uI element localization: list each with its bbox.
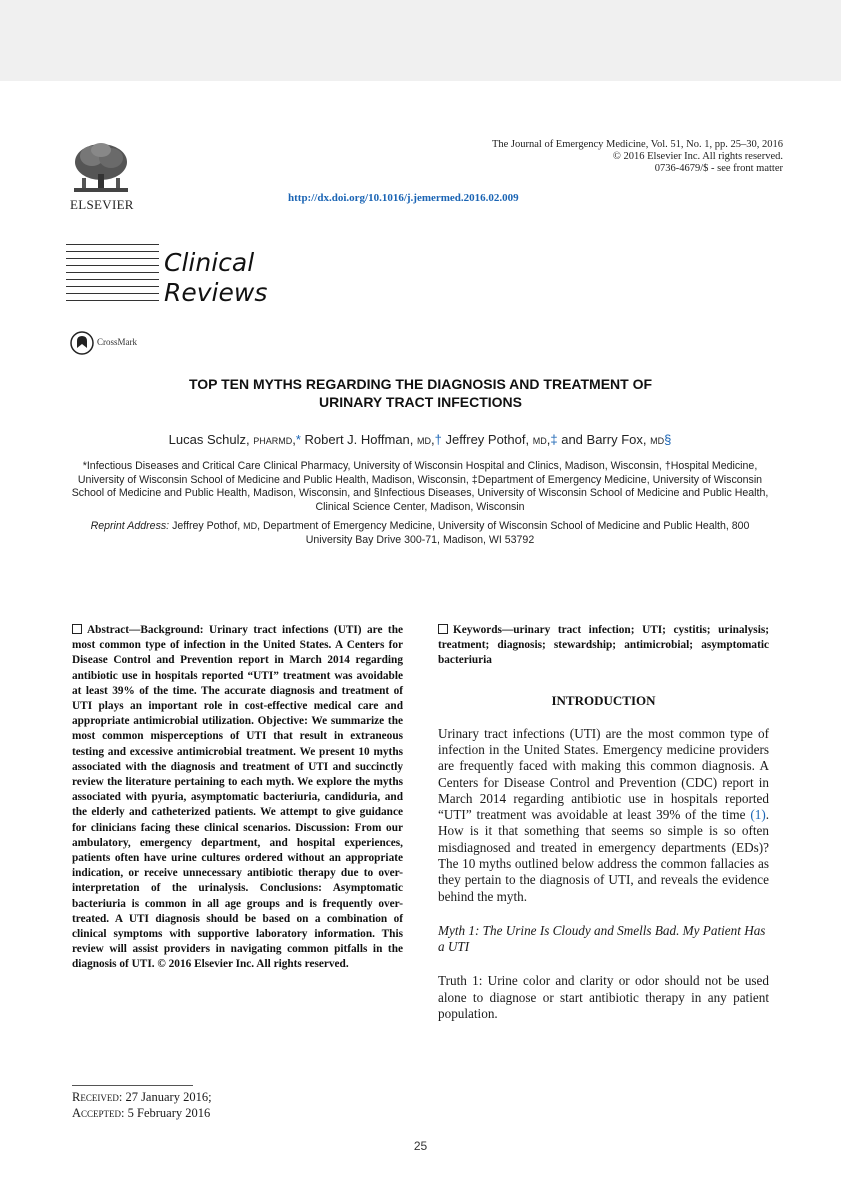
section-rules bbox=[66, 244, 159, 306]
affiliation-marker[interactable]: § bbox=[664, 432, 672, 447]
introduction-heading: INTRODUCTION bbox=[551, 692, 656, 708]
doi-link[interactable]: http://dx.doi.org/10.1016/j.jemermed.2016.02.009 bbox=[288, 192, 519, 204]
affiliations: *Infectious Diseases and Critical Care Clinical Pharmacy, University of Wisconsin Hospital and Clinics, Madison, Wisconsin, †Hospital Medicine, University of Wisconsin School of Medicine and Public Health, Madison, Wisconsin, ‡Department of Emergency Medicine, University of Wisconsin School of Medicine and Public Health, Madison, Wisconsin, and §Infectious Diseases, University of Wisconsin School of Medicine and Public Health, Clinical Science Center, Madison, Wisconsin bbox=[71, 460, 769, 513]
crossmark-badge[interactable] bbox=[70, 331, 137, 357]
keywords-text: Keywords—urinary tract infection; UTI; cystitis; urinalysis; treatment; diagnosis; stewardship; antimicrobial; asymptomatic bacteriuria bbox=[438, 624, 769, 667]
crossmark-label: CrossMark bbox=[97, 337, 137, 347]
elsevier-logo bbox=[70, 140, 132, 212]
affiliation-marker[interactable]: † bbox=[434, 432, 442, 447]
abstract-copyright: © 2016 Elsevier Inc. All rights reserved. bbox=[157, 958, 349, 971]
author-name: Jeffrey Pothof, bbox=[445, 432, 530, 447]
elsevier-tree-icon bbox=[70, 140, 132, 196]
author-name: Lucas Schulz, bbox=[168, 432, 250, 447]
reference-link[interactable]: (1) bbox=[750, 807, 766, 823]
right-column bbox=[438, 623, 769, 1022]
accepted-line bbox=[72, 1106, 212, 1122]
checkbox-icon bbox=[72, 624, 82, 634]
truth-paragraph: Truth 1: Urine color and clarity or odor should not be used alone to diagnose or start antibiotic therapy in any patient population. bbox=[438, 973, 769, 1022]
footnote-divider bbox=[72, 1085, 193, 1086]
intro-text: Urinary tract infections (UTI) are the most common type of infection in the United States. Emergency medicine providers are frequently faced with making this common diagnosis. A Centers for Disease Control and Prevention (CDC) report in March 2014 regarding antibiotic use in hospitals reported “UTI” treatment was avoidable at least 39% of the time bbox=[438, 725, 769, 823]
author-name: Robert J. Hoffman, bbox=[304, 432, 414, 447]
intro-text: . How is it that something that seems so simple is so often misdiagnosed and treated in emergency departments (EDs)? The 10 myths outlined below address the common fallacies as they pertain to the diagnosis of UTI, and reveals the evidence behind the myth. bbox=[438, 807, 770, 904]
received-line bbox=[72, 1090, 212, 1106]
keywords bbox=[438, 623, 769, 669]
article-dates bbox=[72, 1090, 212, 1121]
page-number: 25 bbox=[413, 1139, 428, 1153]
affiliation-marker[interactable]: * bbox=[295, 432, 301, 447]
reprint-text: , Department of Emergency Medicine, University of Wisconsin School of Medicine and Public Health, 800 University Bay Drive 300-71, Madison, WI 53792 bbox=[257, 520, 750, 546]
accepted-date: : 5 February 2016 bbox=[121, 1105, 211, 1120]
left-column bbox=[72, 623, 403, 973]
section-title bbox=[164, 248, 267, 308]
journal-line: The Journal of Emergency Medicine, Vol. 51, No. 1, pp. 25–30, 2016 bbox=[491, 139, 783, 150]
author-degree: MD bbox=[650, 436, 665, 446]
checkbox-icon bbox=[438, 624, 448, 634]
received-label: Received bbox=[72, 1090, 119, 1104]
reprint-address bbox=[70, 520, 770, 547]
title-line: TOP TEN MYTHS REGARDING THE DIAGNOSIS AND TREATMENT OF bbox=[188, 376, 653, 392]
section-banner bbox=[66, 244, 296, 306]
article-title bbox=[100, 375, 741, 411]
crossmark-icon bbox=[70, 331, 94, 355]
reprint-degree: MD bbox=[243, 521, 258, 531]
received-date: : 27 January 2016; bbox=[118, 1090, 212, 1104]
accepted-label: Accepted bbox=[72, 1105, 122, 1120]
author-degree: MD bbox=[532, 436, 547, 446]
author-degree: PHARMD bbox=[253, 436, 293, 446]
myth-heading: Myth 1: The Urine Is Cloudy and Smells Bad. My Patient Has a UTI bbox=[438, 922, 766, 955]
reprint-label: Reprint Address: bbox=[90, 520, 170, 532]
section-title-line: Reviews bbox=[164, 278, 268, 307]
affiliation-marker[interactable]: ‡ bbox=[550, 432, 558, 447]
author-degree: MD bbox=[417, 436, 432, 446]
abstract-text: Abstract—Background: Urinary tract infections (UTI) are the most common type of infection in the United States. A Centers for Disease Control and Prevention report in March 2014 regarding antibiotic use in hospitals reported “UTI” treatment was avoidable at least 39% of the time. The accurate diagnosis and treatment of UTI plays an important role in cost-effective medical care and appropriate antimicrobial utilization. Objective: We summarize the most common misperceptions of UTI that result in extraneous testing and excessive antimicrobial treatment. We present 10 myths associated with the diagnosis and treatment of UTI and succinctly review the literature pertaining to each myth. We explore the myths associated with pyuria, asymptomatic bacteriuria, candiduria, and the elderly and catheterized patients. We attempt to give guidance for clinicians facing these clinical scenarios. Discussion: From our ambulatory, emergency department, and hospital experiences, patients often have urine cultures ordered without an appropriate indication, or receive unnecessary antibiotic therapy due to over-interpretation of the urinalysis. Conclusions: Asymptomatic bacteriuria is common in all age groups and is frequently over-treated. A UTI diagnosis should be based on a combination of clinical symptoms with supportive laboratory information. This review will assist providers in navigating common pitfalls in the diagnosis of UTI. bbox=[72, 624, 403, 971]
publisher-name: ELSEVIER bbox=[70, 197, 134, 212]
journal-citation bbox=[492, 139, 783, 175]
author-list: Lucas Schulz, PHARMD,* Robert J. Hoffman, MD,† Jeffrey Pothof, MD,‡ and Barry Fox, MD§ bbox=[168, 432, 672, 447]
journal-issn: 0736-4679/$ - see front matter bbox=[654, 163, 783, 174]
section-title-line: Clinical bbox=[164, 248, 255, 277]
top-gray-band bbox=[0, 0, 841, 81]
abstract bbox=[72, 623, 403, 973]
introduction-paragraph bbox=[438, 726, 769, 905]
author-name: and Barry Fox, bbox=[561, 432, 647, 447]
reprint-name: Jeffrey Pothof, bbox=[172, 520, 241, 532]
title-line: URINARY TRACT INFECTIONS bbox=[319, 394, 522, 410]
journal-copyright: © 2016 Elsevier Inc. All rights reserved. bbox=[612, 151, 783, 162]
